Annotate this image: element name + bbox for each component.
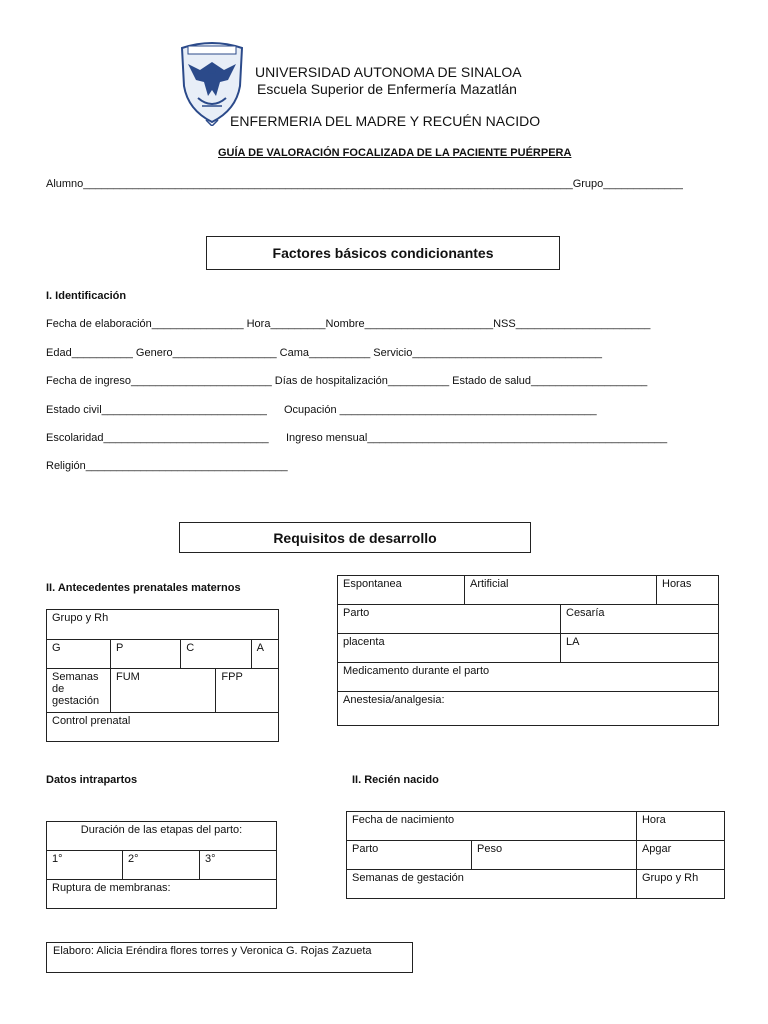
etapa-3-cell[interactable]: 3° (200, 851, 277, 880)
a-cell[interactable]: A (251, 640, 278, 669)
peso-cell[interactable]: Peso (472, 841, 637, 870)
id-line-estado-civil[interactable]: Estado civil___________________________ (46, 404, 267, 416)
semanas-cell[interactable]: Semanas de gestación (47, 669, 111, 713)
factores-section-box (206, 236, 560, 270)
espontanea-cell[interactable]: Espontanea (338, 576, 465, 605)
g-cell[interactable]: G (47, 640, 111, 669)
antecedentes-heading: II. Antecedentes prenatales maternos (46, 582, 241, 594)
id-line-ingreso-salud[interactable]: Fecha de ingreso_______________________ Días de hospitalización__________ Estado de salud___________________ (46, 375, 648, 387)
p-cell[interactable]: P (111, 640, 181, 669)
intrapartos-heading: Datos intrapartos (46, 774, 138, 786)
guide-title: GUÍA DE VALORACIÓN FOCALIZADA DE LA PACIENTE PUÉRPERA (218, 147, 572, 159)
elaboro-text: Elaboro: Alicia Eréndira flores torres y Veronica G. Rojas Zazueta (53, 945, 372, 957)
artificial-cell[interactable]: Artificial (465, 576, 657, 605)
parto-table (337, 575, 719, 726)
horas-cell[interactable]: Horas (657, 576, 719, 605)
etapa-1-cell[interactable]: 1° (47, 851, 123, 880)
recien-nacido-table (346, 811, 725, 899)
identificacion-heading: I. Identificación (46, 290, 127, 302)
medicamento-cell[interactable]: Medicamento durante el parto (338, 663, 719, 692)
requisitos-title: Requisitos de desarrollo (273, 529, 437, 546)
id-line-escolaridad[interactable]: Escolaridad___________________________ (46, 432, 269, 444)
alumno-grupo-line[interactable]: Alumno________________________________________________________________________________Grupo_____________ (46, 178, 683, 190)
university-name: UNIVERSIDAD AUTONOMA DE SINALOA (255, 64, 522, 80)
placenta-cell[interactable]: placenta (338, 634, 561, 663)
la-cell[interactable]: LA (561, 634, 719, 663)
cesaria-cell[interactable]: Cesaría (561, 605, 719, 634)
id-line-edad-servicio[interactable]: Edad__________ Genero_________________ Cama__________ Servicio_______________________________ (46, 347, 603, 359)
id-line-religion[interactable]: Religión_________________________________ (46, 460, 288, 472)
ruptura-cell[interactable]: Ruptura de membranas: (47, 880, 277, 909)
antecedentes-table (46, 609, 279, 742)
rn-parto-cell[interactable]: Parto (347, 841, 472, 870)
elaboro-box (46, 942, 413, 973)
c-cell[interactable]: C (181, 640, 251, 669)
requisitos-section-box (179, 522, 531, 553)
id-line-fecha-nombre[interactable]: Fecha de elaboración_______________ Hora_________Nombre_____________________NSS______________________ (46, 318, 651, 330)
id-line-ocupacion[interactable]: Ocupación __________________________________________ (284, 404, 597, 416)
parto-cell[interactable]: Parto (338, 605, 561, 634)
etapa-2-cell[interactable]: 2° (123, 851, 200, 880)
school-name: Escuela Superior de Enfermería Mazatlán (257, 81, 517, 97)
anestesia-cell[interactable]: Anestesia/analgesia: (338, 692, 719, 726)
apgar-cell[interactable]: Apgar (636, 841, 724, 870)
duracion-cell[interactable]: Duración de las etapas del parto: (47, 822, 277, 851)
intrapartos-table (46, 821, 277, 909)
id-line-ingreso-mensual[interactable]: Ingreso mensual_________________________________________________ (286, 432, 668, 444)
fecha-nacimiento-cell[interactable]: Fecha de nacimiento (347, 812, 637, 841)
factores-title: Factores básicos condicionantes (272, 245, 494, 261)
recien-nacido-heading: II. Recién nacido (352, 774, 439, 786)
rn-grupo-cell[interactable]: Grupo y Rh (636, 870, 724, 899)
control-prenatal-cell[interactable]: Control prenatal (47, 713, 279, 742)
rn-semanas-cell[interactable]: Semanas de gestación (347, 870, 637, 899)
fpp-cell[interactable]: FPP (216, 669, 279, 713)
grupo-rh-cell[interactable]: Grupo y Rh (47, 610, 279, 640)
course-name: ENFERMERIA DEL MADRE Y RECUÉN NACIDO (230, 113, 541, 129)
hora-cell[interactable]: Hora (636, 812, 724, 841)
fum-cell[interactable]: FUM (111, 669, 216, 713)
